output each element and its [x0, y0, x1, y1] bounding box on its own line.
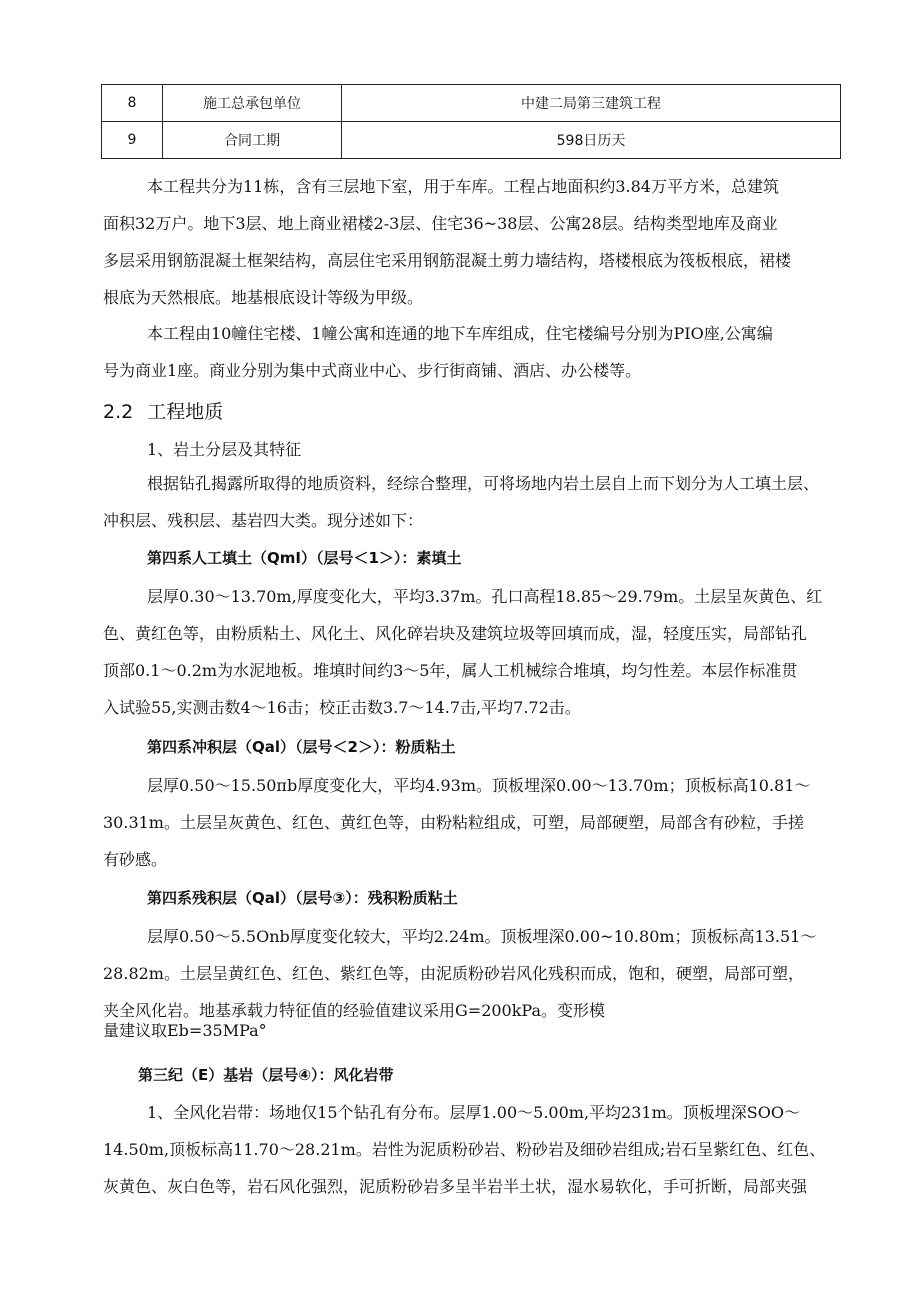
text-line: 夹全风化岩。地基承载力特征值的经验值建议采用G=200kPa。变形模 — [103, 1001, 606, 1020]
intro-paragraph — [103, 465, 843, 539]
text-line: 有砂感。 — [103, 850, 168, 869]
text-line: 14.50m,顶板标高11.70～28.21m。岩性为泥质粉砂岩、粉砂岩及细砂岩组成;岩石呈紫红色、红色、 — [103, 1140, 826, 1159]
text-line: 面积32万户。地下3层、地上商业裙楼2-3层、住宅36~38层、公寓28层。结构类型地库及商业 — [103, 214, 778, 233]
text-line: 灰黄色、灰白色等，岩石风化强烈，泥质粉砂岩多呈半岩半土状，湿水易软化，手可折断，局部夹强 — [103, 1177, 808, 1196]
layer-1-paragraph — [103, 578, 843, 726]
row-value: 598日历天 — [342, 122, 841, 159]
table-row — [102, 85, 841, 122]
text-line: 冲积层、残积层、基岩四大类。现分述如下： — [103, 511, 424, 530]
text-line: 入试验55,实测击数4～16击；校正击数3.7～14.7击,平均7.72击。 — [103, 698, 581, 717]
row-item: 合同工期 — [163, 122, 342, 159]
section-heading — [103, 397, 223, 424]
layer-4-paragraph — [103, 1094, 843, 1205]
text-line: 色、黄红色等，由粉质粘土、风化土、风化碎岩块及建筑垃圾等回填而成，湿，轻度压实，局部钻孔 — [103, 624, 808, 643]
row-item: 施工总承包单位 — [163, 85, 342, 122]
layer-3-paragraph — [103, 918, 843, 1029]
project-info-table — [101, 84, 841, 159]
layer-3-extra-line: 量建议取Eb=35MPa° — [103, 1021, 267, 1040]
section-number: 2.2 — [103, 401, 134, 423]
layer-2-paragraph — [103, 767, 843, 878]
table-row — [102, 122, 841, 159]
row-number: 9 — [102, 122, 163, 159]
layer-1-title: 第四系人工填土（QmI）（层号＜1＞）：素填土 — [147, 549, 462, 567]
row-value: 中建二局第三建筑工程 — [342, 85, 841, 122]
text-line: 本工程共分为11栋，含有三层地下室，用于车库。工程占地面积约3.84万平方米，总建筑 — [147, 177, 779, 196]
layer-2-title: 第四系冲积层（Qal）（层号＜2＞）：粉质粘土 — [147, 738, 456, 756]
row-number: 8 — [102, 85, 163, 122]
text-line: 30.31m。土层呈灰黄色、红色、黄红色等，由粉粘粒组成，可塑，局部硬塑，局部含有砂粒，手搓 — [103, 813, 804, 832]
text-line: 层厚0.50～5.5Onb厚度变化较大，平均2.24m。顶板埋深0.00~10.80m；顶板标高13.51～ — [147, 927, 817, 946]
overview-paragraph-2 — [103, 315, 843, 389]
text-line: 本工程由10幢住宅楼、1幢公寓和连通的地下车库组成，住宅楼编号分别为PIO座,公寓编 — [147, 324, 773, 343]
layer-4-title: 第三纪（E）基岩（层号④）：风化岩带 — [138, 1066, 394, 1084]
text-line: 根底为天然根底。地基根底设计等级为甲级。 — [103, 288, 424, 307]
text-line: 多层采用钢筋混凝土框架结构，高层住宅采用钢筋混凝土剪力墙结构，塔楼根底为筏板根底，裙楼 — [103, 251, 792, 270]
subheading: 1、岩土分层及其特征 — [147, 440, 302, 459]
text-line: 28.82m。土层呈黄红色、红色、紫红色等，由泥质粉砂岩风化残积而成，饱和，硬塑，局部可塑， — [103, 964, 804, 983]
layer-3-title: 第四系残积层（Qal）（层号③）：残积粉质粘土 — [147, 889, 458, 907]
text-line: 层厚0.30～13.70m,厚度变化大，平均3.37m。孔口高程18.85～29.79m。土层呈灰黄色、红 — [147, 587, 823, 606]
overview-paragraph-1 — [103, 168, 843, 316]
text-line: 号为商业1座。商业分别为集中式商业中心、步行街商铺、酒店、办公楼等。 — [103, 361, 642, 380]
text-line: 根据钻孔揭露所取得的地质资料，经综合整理，可将场地内岩土层自上而下划分为人工填土层、 — [147, 474, 820, 493]
text-line: 顶部0.1～0.2m为水泥地板。堆填时间约3～5年，属人工机械综合堆填，均匀性差。本层作标准贯 — [103, 661, 798, 680]
text-line: 层厚0.50～15.50πb厚度变化大，平均4.93m。顶板埋深0.00～13.70m；顶板标高10.81～ — [147, 776, 811, 795]
section-title: 工程地质 — [147, 401, 224, 423]
text-line: 1、全风化岩带：场地仅15个钻孔有分布。层厚1.00～5.00m,平均231m。顶板埋深SOO～ — [147, 1103, 800, 1122]
